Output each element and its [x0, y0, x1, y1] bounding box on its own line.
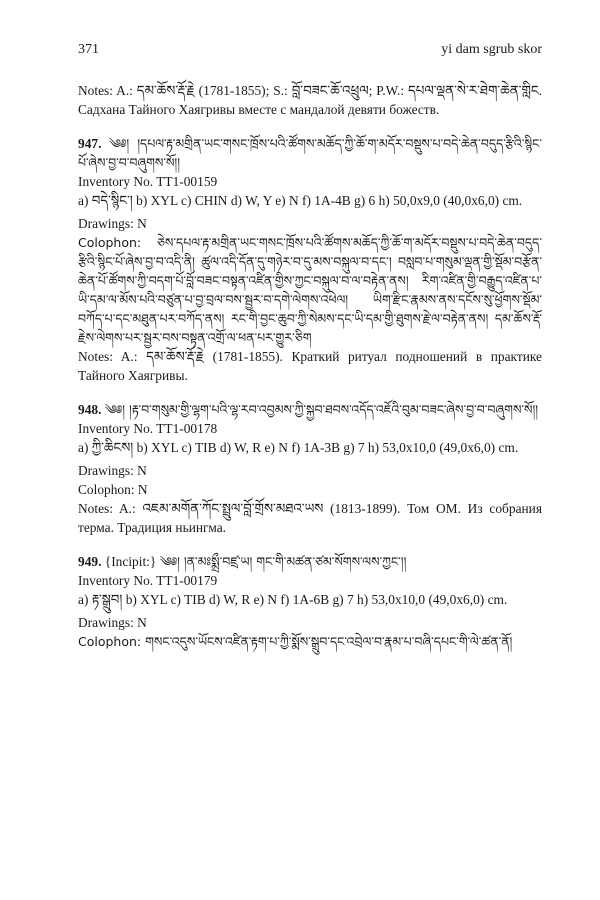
entry-number: 948. — [78, 402, 102, 417]
drawings: Drawings: N — [78, 216, 147, 231]
running-head — [78, 40, 542, 59]
catalog-entry-947 — [78, 134, 542, 385]
entry-number: 949. — [78, 554, 102, 569]
top-notes: Notes: A.: དམ་ཆོས་རྡོ་རྗེ (1781-1855); S.: བློ་བཟང་ཆོ་འཕྲུལ; P.W.: དཔལ་ལྡན་སེ་ར་ཐེག་ཆེན་གླིང. Садхана Тайного Хаягривы вместе с мандалой девяти божеств. — [78, 83, 542, 117]
inventory-number: Inventory No. TT1-00178 — [78, 421, 218, 436]
codes-line: a) བདེ་སྙིང་། b) XYL c) CHIN d) W, Y e) N f) 1A-4B g) 6 h) 50,0x9,0 (40,0x6,0) cm. — [78, 193, 523, 208]
entry-notes: Notes: A.: འཇམ་མགོན་ཀོང་སྤྲུལ་བློ་གྲོས་མཐའ་ཡས (1813-1899). Том OM. Из собрания терма. Традиция ньингма. — [78, 501, 542, 535]
running-title: yi dam sgrub skor — [441, 42, 542, 57]
entry-title-tibetan: ༄༅། །དཔལ་རྟ་མགྲིན་ཡང་གསང་ཁྲོས་པའི་ཚོགས་མཆོད་ཀྱི་ཆོ་ག་མདོར་བསྡུས་པ་བདེ་ཆེན་བདུད་རྩིའི་སྙིང་པོ་ཞེས་བྱ་བ་བཞུགས་སོ།། — [78, 136, 542, 170]
entry-title-tibetan: ༄༅། །རྟ་བ་གསུམ་གྱི་ལྷག་པའི་ལྷ་རབ་འབྱམས་ཀྱི་སྐྱབ་ཐབས་འདོད་འཇོའི་བུམ་བཟང་ཞེས་བྱ་བ་བཞུགས་སོ།། — [104, 402, 539, 417]
codes-line: a) རྟ་སྒྲུབ། b) XYL c) TIB d) W, R e) N f) 1A-6B g) 7 h) 53,0x10,0 (49,0x6,0) cm. — [78, 592, 508, 607]
colophon: Colophon: N — [78, 482, 148, 497]
entry-heading — [78, 552, 542, 571]
page-number: 371 — [78, 42, 99, 57]
entry-number: 947. — [78, 136, 102, 151]
inventory-number: Inventory No. TT1-00159 — [78, 174, 218, 189]
entry-heading — [78, 400, 542, 419]
codes-line: a) ཀྱི་ཆིངས། b) XYL c) TIB d) W, R e) N f) 1A-3B g) 7 h) 53,0x10,0 (49,0x6,0) cm. — [78, 440, 519, 455]
colophon: Colophon: གསང་འདུས་ཡོངས་འཛིན་རྟག་པ་ཀྱི་སྨོས་སྒྲུབ་དང་འབྲེལ་བ་རྣམ་པ་བཞི་དཔང་གི་ལེ་ཚན་ནོ། — [78, 634, 513, 649]
entry-heading — [78, 134, 542, 172]
catalog-entry-948 — [78, 400, 542, 537]
colophon: Colophon: ཅེས་དཔལ་རྟ་མགྲིན་ཡང་གསང་ཁྲོས་པའི་ཚོགས་མཆོད་ཀྱི་ཆོ་ག་མདོར་བསྡུས་པ་བདེ་ཆེན་བདུད་རྩིའི་སྙིང་པོ་ཞེས་བྱ་བ་འདི་ནི། ཚུལ་འདི་དོན་དུ་གཉེར་བ་དུ་མས་བསྐུལ་བ་དང་། བསླབ་པ་གསུམ་ལྡན་གྱི་སྡོམ་བརྩོན་ཆེན་པོ་ཚོགས་ཀྱི་བདག་པོ་བློ་བཟང་བསྟན་འཛིན་གྱིས་ཀྱང་བསྐུལ་བ་ལ་བརྟེན་ནས། རིག་འཛིན་གྱི་བརྒྱུད་འཛིན་པ་ཡི་དམ་ལ་མོས་པའི་བཙུན་པ་བྱ་བྲལ་བས་སྦྱར་བ་དགེ་ལེགས་འཕེལ། ཡིག་རྫིང་རྣམས་ནས་དངོས་སུ་ཕྱོགས་སྡོམ་བཀོད་པ་དང་མཐུན་པར་བཀོད་ནས། རང་གི་བྱང་ཆུབ་ཀྱི་སེམས་དང་ཡི་དམ་གྱི་ཐུགས་རྗེ་ལ་བརྟེན་ནས། དམ་ཆོས་རྡོ་རྗེས་ལེགས་པར་སྦྱར་བས་བསྟན་འགྲོ་ལ་ཕན་པར་གྱུར་ཅིག — [78, 235, 542, 345]
entry-title-tibetan: ༄༅། །ན་མཿསྨྲྀ་བཛྲ་ཡ། གང་གི་མཚན་ཙམ་སོགས་ལས་ཀྱང་།། — [159, 554, 407, 569]
drawings: Drawings: N — [78, 615, 147, 630]
inventory-number: Inventory No. TT1-00179 — [78, 573, 218, 588]
entry-notes: Notes: A.: དམ་ཆོས་རྡོ་རྗེ (1781-1855). Краткий ритуал подношений в практике Тайного Хаягривы. — [78, 349, 542, 383]
catalog-entry-949 — [78, 552, 542, 651]
drawings: Drawings: N — [78, 463, 147, 478]
incipit-label: {Incipit:} — [104, 554, 157, 569]
